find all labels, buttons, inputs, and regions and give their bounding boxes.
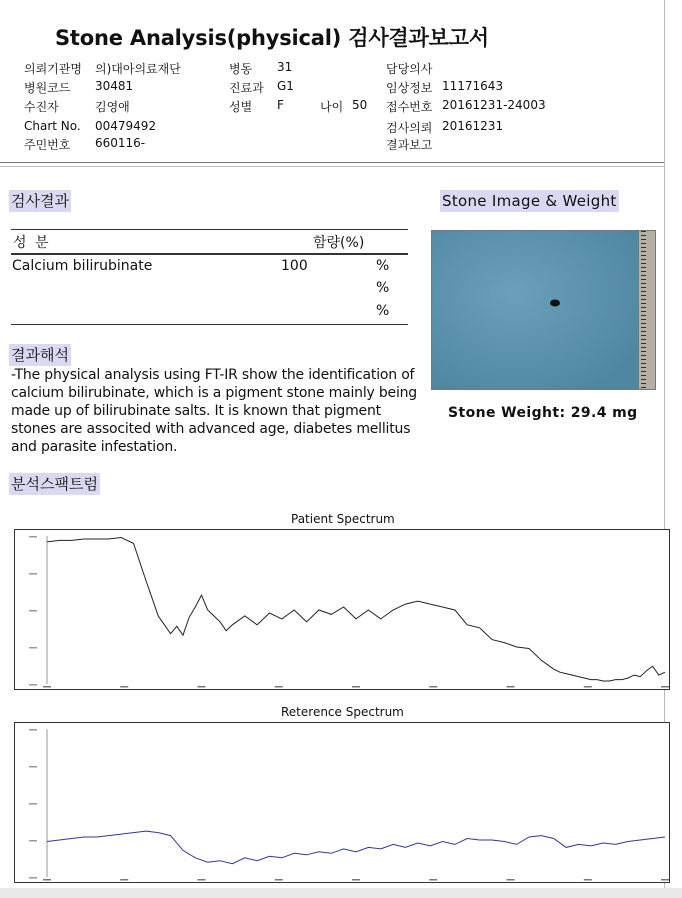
patient-spectrum-x-tick [198,686,206,688]
reference-spectrum-x-tick [43,879,51,881]
patient-spectrum-y-tick [29,536,37,538]
patient-spectrum-chart [14,529,670,690]
report-title: Stone Analysis(physical) 검사결과보고서 [55,26,489,50]
label-sex: 성별 [229,100,253,114]
patient-spectrum-x-tick [352,686,360,688]
reference-spectrum-y-tick [29,840,37,842]
spectrum-section-title: 분석스팩트럼 [11,475,98,493]
value-department: G1 [277,79,294,93]
value-clinical-info: 11171643 [442,79,504,93]
patient-spectrum-series-line [47,538,665,682]
reference-spectrum-x-tick [352,879,360,881]
reference-spectrum-x-tick [584,879,592,881]
reference-spectrum-y-tick [29,877,37,879]
label-receipt-no: 접수번호 [386,100,433,114]
reference-spectrum-y-tick [29,803,37,805]
value-patient: 김영애 [95,100,130,114]
header-divider-secondary [0,166,664,167]
results-col-content: 함량(%) [313,235,365,251]
reference-spectrum-title: Reterence Spectrum [281,705,404,719]
label-resident-no: 주민번호 [24,138,71,152]
reference-spectrum-y-tick [29,729,37,731]
patient-spectrum-x-tick [507,686,515,688]
patient-spectrum-title: Patient Spectrum [291,512,395,526]
results-section-title: 검사결과 [11,192,69,210]
label-department: 진료과 [229,81,264,95]
value-sex: F [277,98,284,112]
value-receipt-no: 20161231-24003 [442,98,546,112]
reference-spectrum-x-tick [507,879,515,881]
result-value: 100 [281,258,308,274]
patient-spectrum-y-tick [29,647,37,649]
label-clinical-info: 임상정보 [386,81,433,95]
value-institution: 의)대아의료재단 [95,62,181,76]
label-ward: 병동 [229,62,253,76]
reference-spectrum-series-line [47,831,665,864]
patient-spectrum-y-tick [29,684,37,686]
interpretation-text: -The physical analysis using FT-IR show the identification of calcium bilirubinate, which is a pigment stone mainly being made up of bilirubinate salts. It is known that pigment stones are associted with advanced age, diabetes mellitus and parasite infestation. [11,367,417,455]
results-table-header-rule [11,253,408,255]
stone-photo-texture [432,231,655,389]
patient-spectrum-svg [15,530,669,689]
patient-spectrum-y-tick [29,610,37,612]
label-chart-no: Chart No. [24,119,81,133]
patient-spectrum-x-tick [429,686,437,688]
label-report-date: 결과보고 [386,138,433,152]
result-unit: % [376,303,390,319]
stone-weight: Stone Weight: 29.4 mg [448,405,638,421]
label-request-date: 검사의뢰 [386,121,433,135]
label-institution: 의뢰기관명 [24,62,82,76]
reference-spectrum-x-tick [120,879,128,881]
value-request-date: 20161231 [442,119,504,133]
reference-spectrum-svg [15,723,669,882]
reference-spectrum-x-tick [661,879,669,881]
reference-spectrum-y-tick [29,766,37,768]
results-col-component: 성 분 [13,235,51,251]
reference-spectrum-x-tick [275,879,283,881]
results-table-top-rule [11,229,408,230]
label-doctor: 담당의사 [386,62,433,76]
value-ward: 31 [277,60,293,74]
value-chart-no: 00479492 [95,119,157,133]
patient-spectrum-x-tick [584,686,592,688]
stone-specimen [550,300,560,307]
results-table-bottom-rule [11,324,408,325]
reference-spectrum-chart [14,722,670,883]
page-bottom-strip [0,888,682,898]
label-age: 나이 [320,100,344,114]
interpretation-section-title: 결과해석 [11,346,69,364]
patient-spectrum-x-tick [120,686,128,688]
label-hospital-code: 병원코드 [24,81,71,95]
reference-spectrum-x-tick [429,879,437,881]
patient-spectrum-x-tick [275,686,283,688]
result-component: Calcium bilirubinate [12,258,153,274]
patient-spectrum-x-tick [661,686,669,688]
label-patient: 수진자 [24,100,59,114]
reference-spectrum-x-tick [198,879,206,881]
value-hospital-code: 30481 [95,79,134,93]
patient-spectrum-y-tick [29,573,37,575]
stone-photo [431,230,656,390]
result-unit: % [376,258,390,274]
patient-spectrum-x-tick [43,686,51,688]
result-unit: % [376,280,390,296]
stone-section-title: Stone Image & Weight [442,192,617,210]
value-resident-no: 660116- [95,136,146,150]
header-divider [0,162,664,163]
value-age: 50 [352,98,368,112]
